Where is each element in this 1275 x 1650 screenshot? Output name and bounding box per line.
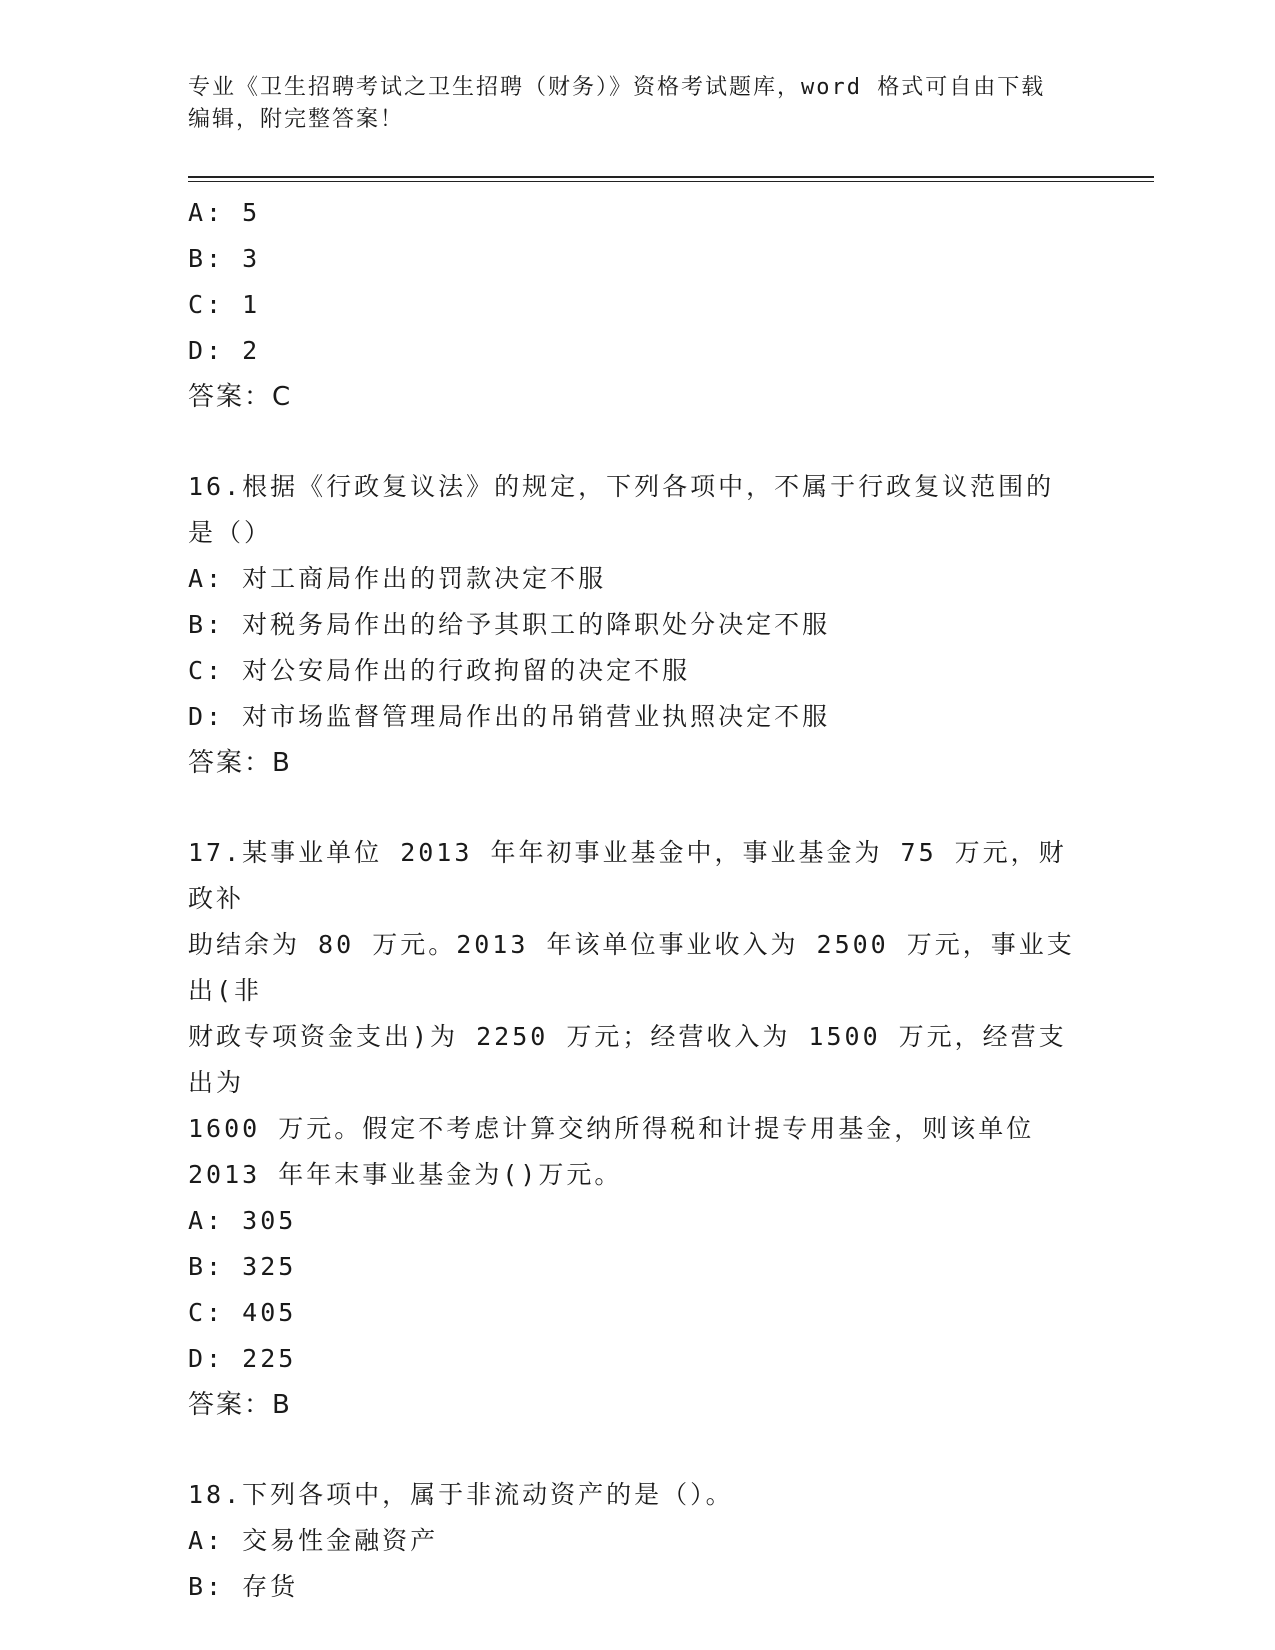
question-stem-line: 17.某事业单位 2013 年年初事业基金中，事业基金为 75 万元，财政补 [188, 838, 1067, 913]
question-17 [188, 830, 1088, 1428]
option-b: B: 存货 [188, 1572, 299, 1601]
option-a: A: 5 [188, 198, 261, 227]
answer: 答案：B [188, 1390, 292, 1420]
option-a: A: 对工商局作出的罚款决定不服 [188, 564, 607, 593]
option-b: B: 325 [188, 1252, 297, 1281]
answer: 答案：B [188, 748, 292, 778]
question-list [188, 190, 1088, 1610]
option-c: C: 对公安局作出的行政拘留的决定不服 [188, 656, 691, 685]
question-stem-line: 18.下列各项中，属于非流动资产的是（）。 [188, 1480, 734, 1509]
option-b: B: 对税务局作出的给予其职工的降职处分决定不服 [188, 610, 831, 639]
question-stem-line: 是（） [188, 518, 273, 547]
header-line-1: 专业《卫生招聘考试之卫生招聘（财务）》资格考试题库，word 格式可自由下载 [188, 75, 1046, 100]
header-rule-thick [188, 176, 1154, 178]
option-c: C: 405 [188, 1298, 297, 1327]
option-d: D: 2 [188, 336, 261, 365]
question-stem-line: 2013 年年末事业基金为()万元。 [188, 1160, 623, 1189]
option-b: B: 3 [188, 244, 261, 273]
question-stem-line: 16.根据《行政复议法》的规定，下列各项中，不属于行政复议范围的 [188, 472, 1055, 501]
option-a: A: 交易性金融资产 [188, 1526, 439, 1555]
question-15 [188, 190, 1088, 420]
option-c: C: 1 [188, 290, 261, 319]
question-16 [188, 464, 1088, 786]
option-a: A: 305 [188, 1206, 297, 1235]
question-stem-line: 财政专项资金支出)为 2250 万元；经营收入为 1500 万元，经营支出为 [188, 1022, 1067, 1097]
header-rule-thin [188, 181, 1154, 182]
document-header [188, 72, 1088, 136]
question-stem-line: 助结余为 80 万元。2013 年该单位事业收入为 2500 万元，事业支出(非 [188, 930, 1075, 1005]
option-d: D: 225 [188, 1344, 297, 1373]
answer: 答案：C [188, 382, 293, 412]
option-d: D: 对市场监督管理局作出的吊销营业执照决定不服 [188, 702, 831, 731]
header-line-2: 编辑，附完整答案！ [188, 107, 405, 132]
question-18 [188, 1472, 1088, 1610]
question-stem-line: 1600 万元。假定不考虑计算交纳所得税和计提专用基金，则该单位 [188, 1114, 1035, 1143]
